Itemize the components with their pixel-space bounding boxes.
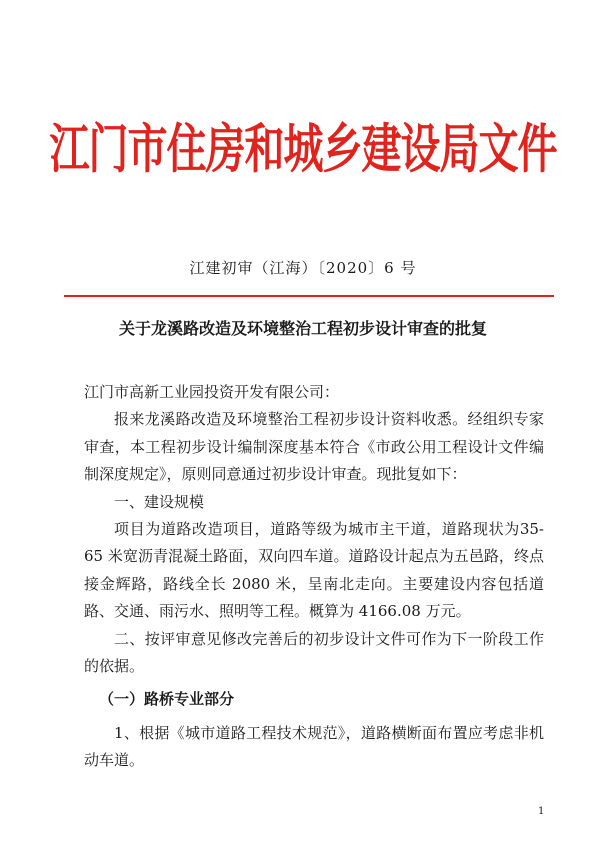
document-number: 江建初审（江海）〔2020〕6 号 — [189, 259, 417, 277]
subsection-heading-road-bridge: （一）路桥专业部分 — [99, 690, 235, 709]
salutation: 江门市高新工业园投资开发有限公司： — [84, 383, 340, 401]
section-heading-scale: 一、建设规模 — [114, 492, 205, 511]
paragraph-next-stage: 二、按评审意见修改完善后的初步设计文件可作为下一阶段工作的依据。 — [84, 629, 544, 676]
document-title: 关于龙溪路改造及环境整治工程初步设计审查的批复 — [118, 319, 487, 338]
document-body — [84, 379, 544, 775]
paragraph-intro: 报来龙溪路改造及环境整治工程初步设计资料收悉。经组织专家审查，本工程初步设计编制深度基本符合《市政公用工程设计文件编制深度规定》，原则同意通过初步设计审查。现批复如下： — [84, 410, 544, 484]
document-masthead: 江门市住房和城乡建设局文件 — [49, 119, 557, 181]
page-number: 1 — [538, 806, 545, 817]
red-divider-line — [64, 295, 554, 297]
paragraph-scale: 项目为道路改造项目，道路等级为城市主干道，道路现状为35-65 米宽沥青混凝土路面，双向四车道。道路设计起点为五邑路，终点接金辉路，路线全长 2080 米，呈南北走向。主要建设内容包括道路、交通、雨污水、照明等工程。概算为 4166.08 万元。 — [84, 520, 544, 621]
paragraph-item-1: 1、根据《城市道路工程技术规范》，道路横断面布置应考虑非机动车道。 — [84, 723, 544, 770]
